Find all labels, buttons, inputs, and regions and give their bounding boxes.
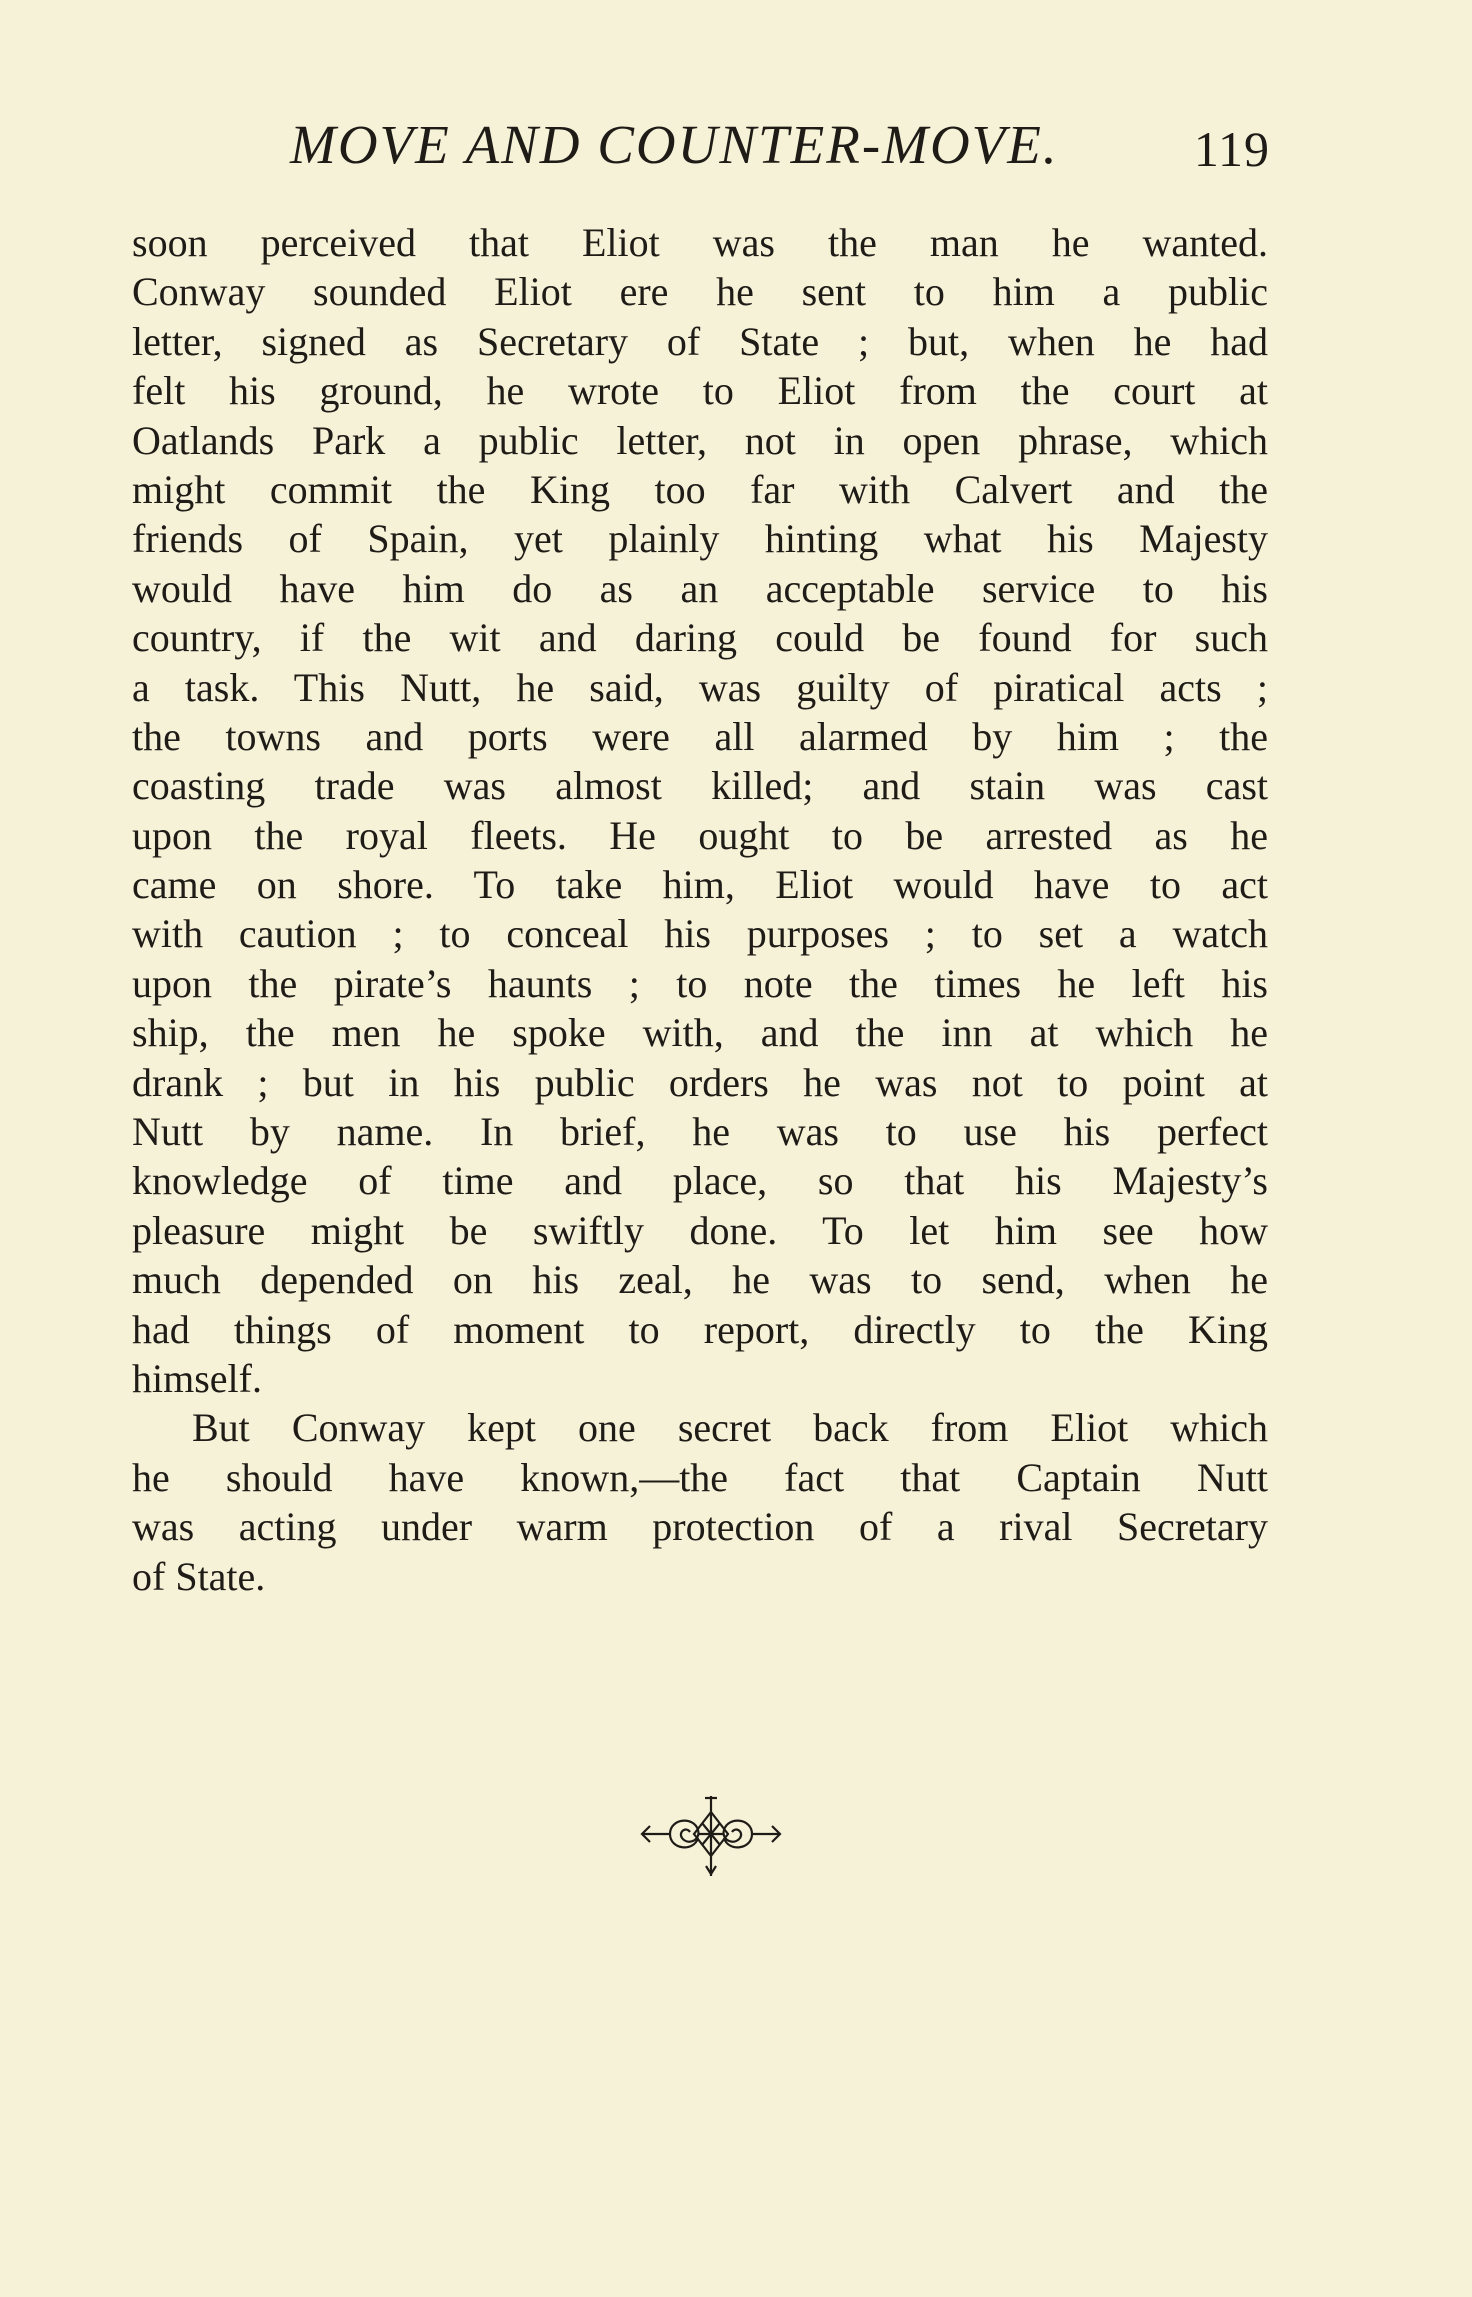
text-line: with caution ; to conceal his purposes ; to set a watch — [132, 911, 1268, 957]
text-line: felt his ground, he wrote to Eliot from the court at — [132, 368, 1268, 414]
fleuron-ornament-icon — [636, 1790, 786, 1880]
text-line: a task. This Nutt, he said, was guilty of piratical acts ; — [132, 664, 1268, 710]
text-line: Conway sounded Eliot ere he sent to him a public — [132, 269, 1268, 315]
text-line: knowledge of time and place, so that his Majesty’s — [132, 1158, 1268, 1204]
text-line: might commit the King too far with Calvert and the — [132, 466, 1268, 512]
body-text — [132, 218, 1268, 1601]
text-line: he should have known,—the fact that Captain Nutt — [132, 1454, 1268, 1500]
text-line: But Conway kept one secret back from Eliot which — [192, 1405, 1268, 1451]
text-line: himself. — [132, 1355, 262, 1401]
text-line: soon perceived that Eliot was the man he wanted. — [132, 220, 1268, 265]
text-line: ship, the men he spoke with, and the inn at which he — [132, 1010, 1268, 1056]
text-line: coasting trade was almost killed; and stain was cast — [132, 763, 1268, 809]
text-line: letter, signed as Secretary of State ; but, when he had — [132, 318, 1268, 364]
text-line: friends of Spain, yet plainly hinting what his Majesty — [132, 516, 1268, 562]
text-line: the towns and ports were all alarmed by him ; the — [132, 713, 1268, 759]
text-line: upon the pirate’s haunts ; to note the times he left his — [132, 960, 1268, 1006]
running-title: MOVE AND COUNTER-MOVE. — [290, 114, 1059, 175]
text-line: came on shore. To take him, Eliot would have to act — [132, 862, 1268, 908]
text-line: Nutt by name. In brief, he was to use his perfect — [132, 1109, 1268, 1155]
text-line: drank ; but in his public orders he was not to point at — [132, 1059, 1268, 1105]
text-line: of State. — [132, 1553, 266, 1599]
text-line: would have him do as an acceptable service to his — [132, 565, 1268, 611]
text-line: much depended on his zeal, he was to send, when he — [132, 1257, 1268, 1303]
text-line: was acting under warm protection of a rival Secretary — [132, 1504, 1268, 1550]
page-number: 119 — [1193, 121, 1270, 177]
text-line: pleasure might be swiftly done. To let him see how — [132, 1207, 1268, 1253]
text-line: Oatlands Park a public letter, not in open phrase, which — [132, 417, 1268, 463]
text-line: upon the royal fleets. He ought to be arrested as he — [132, 812, 1268, 858]
text-line: had things of moment to report, directly to the King — [132, 1306, 1268, 1352]
running-head — [132, 110, 1272, 180]
text-line: country, if the wit and daring could be found for such — [132, 615, 1268, 661]
